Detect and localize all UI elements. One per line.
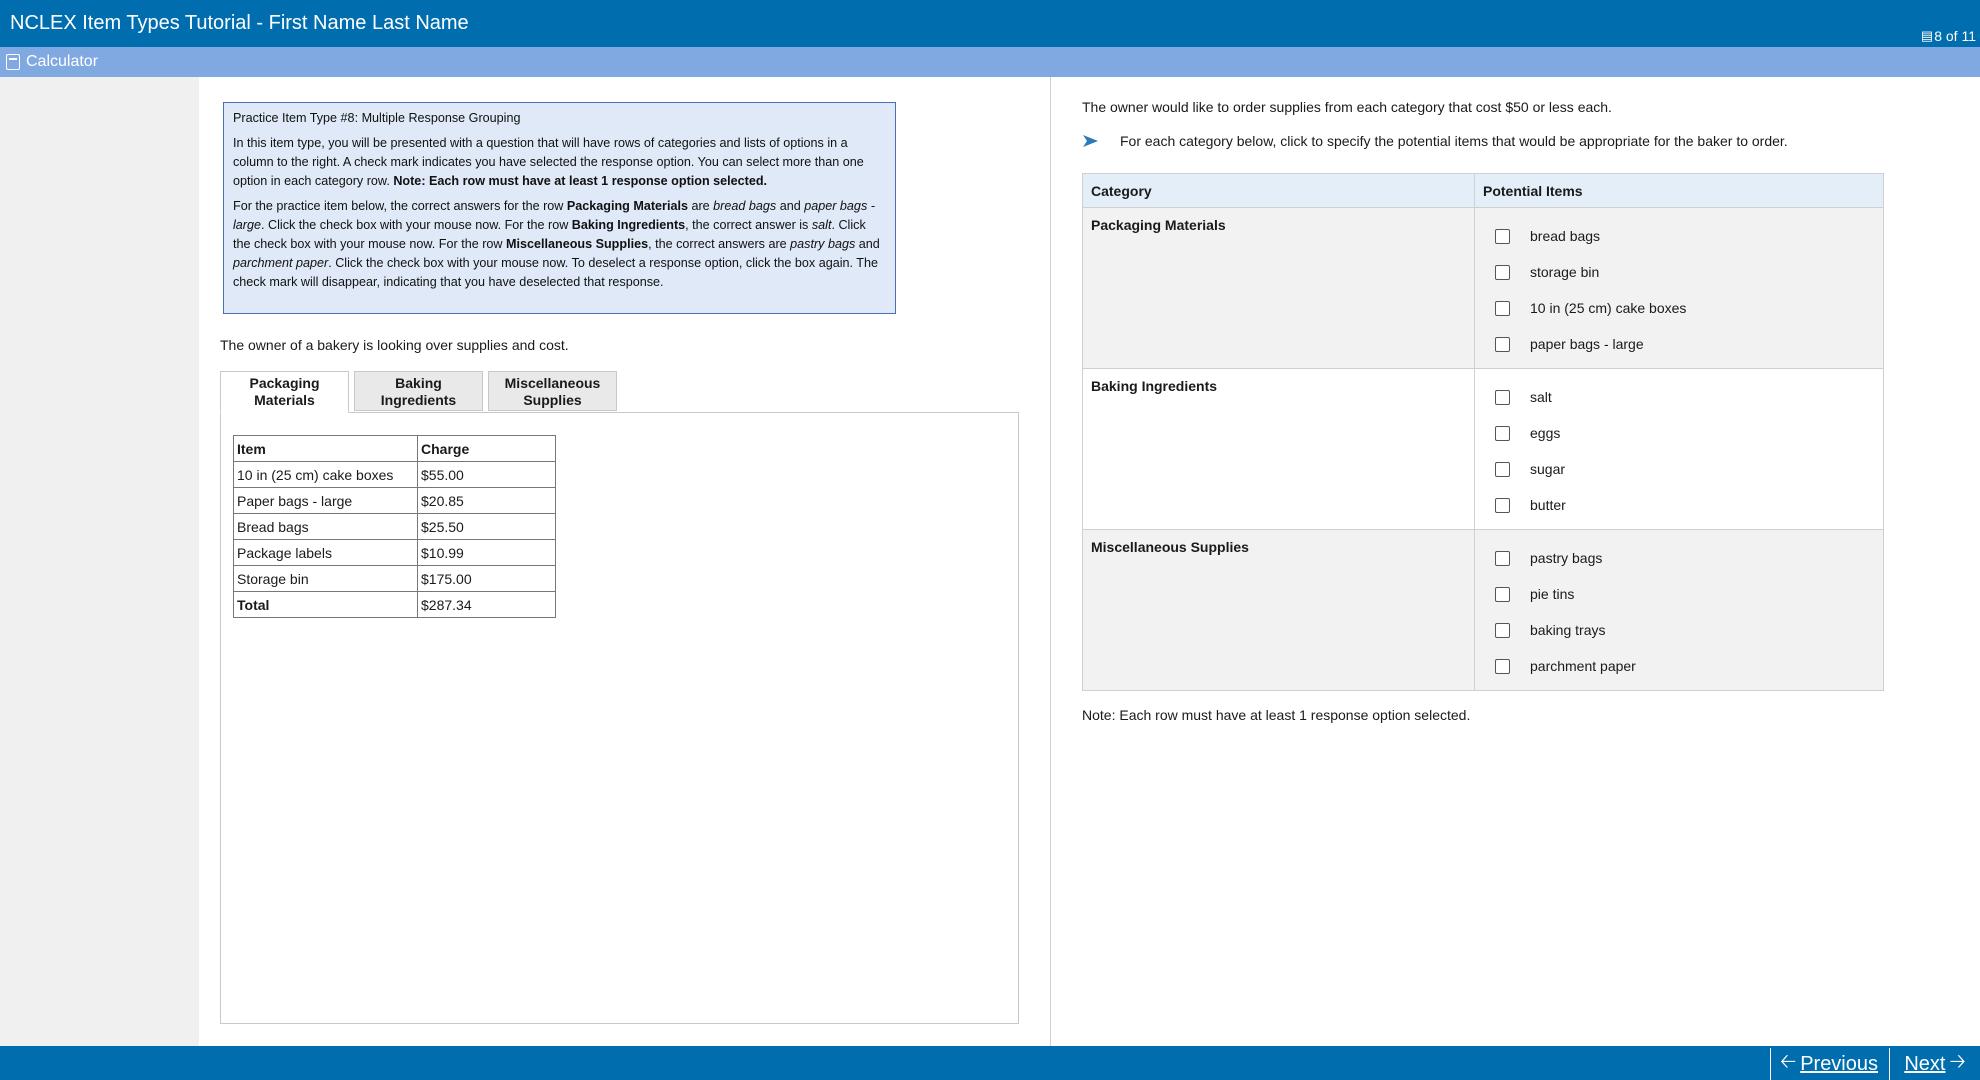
category-row [1083, 208, 1884, 369]
toolbar [0, 47, 1980, 77]
checkbox[interactable] [1495, 390, 1510, 405]
total-label: Total [234, 592, 418, 618]
column-header: Charge [418, 436, 556, 462]
response-option[interactable] [1495, 487, 1883, 523]
tab-baking[interactable] [354, 371, 483, 411]
option-label: baking trays [1530, 622, 1606, 638]
instructions-paragraph-1: In this item type, you will be presented with a question that will have rows of categories and lists of options in a column to the right. A check mark indicates you have selected the response option. You can select more than one option in each category row. Note: Each row must have at least 1 response option selected. [233, 136, 864, 188]
item-cell: Bread bags [234, 514, 418, 540]
table-row [234, 462, 556, 488]
charge-cell: $20.85 [418, 488, 556, 514]
category-label: Miscellaneous Supplies [1083, 530, 1475, 691]
tab-label: Ingredients [380, 392, 457, 408]
option-label: salt [1530, 389, 1552, 405]
potential-items-header: Potential Items [1475, 174, 1884, 208]
item-cell: 10 in (25 cm) cake boxes [234, 462, 418, 488]
response-option[interactable] [1495, 290, 1883, 326]
exhibit-tabs [220, 371, 617, 413]
calculator-button[interactable] [6, 52, 98, 72]
tab-label: Supplies [523, 392, 582, 408]
tab-packaging[interactable] [220, 371, 349, 413]
charge-cell: $10.99 [418, 540, 556, 566]
table-header-row [234, 436, 556, 462]
previous-button[interactable] [1770, 1048, 1887, 1080]
charge-cell: $175.00 [418, 566, 556, 592]
option-label: paper bags - large [1530, 336, 1644, 352]
left-gutter [0, 77, 199, 1046]
calculator-icon [6, 54, 20, 70]
next-button[interactable] [1889, 1048, 1980, 1080]
table-row [234, 514, 556, 540]
checkbox[interactable] [1495, 587, 1510, 602]
response-option[interactable] [1495, 612, 1883, 648]
response-option[interactable] [1495, 218, 1883, 254]
response-option[interactable] [1495, 379, 1883, 415]
checkbox[interactable] [1495, 659, 1510, 674]
calculator-label: Calculator [26, 53, 99, 70]
tab-miscellaneous[interactable] [488, 371, 617, 411]
checkbox[interactable] [1495, 301, 1510, 316]
option-label: pie tins [1530, 586, 1575, 602]
chevron-left-icon: 🡠 [1779, 1051, 1797, 1073]
response-option[interactable] [1495, 254, 1883, 290]
total-value: $287.34 [418, 592, 556, 618]
title-bar [0, 0, 1980, 47]
tab-label: Miscellaneous [504, 375, 601, 391]
category-row [1083, 530, 1884, 691]
response-option[interactable] [1495, 648, 1883, 684]
charge-cell: $25.50 [418, 514, 556, 540]
checkbox[interactable] [1495, 229, 1510, 244]
checkbox[interactable] [1495, 623, 1510, 638]
category-header: Category [1083, 174, 1475, 208]
checkbox[interactable] [1495, 498, 1510, 513]
case-stem: The owner of a bakery is looking over supplies and cost. [220, 337, 569, 353]
checkbox[interactable] [1495, 337, 1510, 352]
item-cell: Paper bags - large [234, 488, 418, 514]
previous-label: Previous [1800, 1052, 1878, 1075]
footer-bar [0, 1046, 1980, 1080]
options-cell [1475, 530, 1884, 691]
table-row [234, 540, 556, 566]
question-instruction [1082, 133, 1788, 149]
column-header: Item [234, 436, 418, 462]
options-cell [1475, 208, 1884, 369]
tab-label: Materials [254, 392, 315, 408]
checkbox[interactable] [1495, 462, 1510, 477]
charge-table [233, 435, 556, 618]
checkbox[interactable] [1495, 551, 1510, 566]
arrow-icon [1082, 134, 1099, 148]
response-option[interactable] [1495, 540, 1883, 576]
checkbox[interactable] [1495, 265, 1510, 280]
option-label: parchment paper [1530, 658, 1636, 674]
response-option[interactable] [1495, 415, 1883, 451]
option-label: storage bin [1530, 264, 1600, 280]
option-label: bread bags [1530, 228, 1601, 244]
chevron-right-icon: 🡢 [1949, 1051, 1966, 1073]
charge-cell: $55.00 [418, 462, 556, 488]
progress-indicator[interactable] [1921, 28, 1976, 44]
item-list-icon[interactable]: ▤ [1920, 28, 1934, 43]
tab-panel [220, 412, 1019, 1024]
item-cell: Storage bin [234, 566, 418, 592]
instruction-text: For each category below, click to specify the potential items that would be appropriate for the baker to order. [1120, 133, 1788, 149]
instructions-box [223, 102, 896, 314]
checkbox[interactable] [1495, 426, 1510, 441]
category-row [1083, 369, 1884, 530]
response-grid [1082, 173, 1884, 691]
next-label: Next [1904, 1052, 1946, 1075]
question-text: The owner would like to order supplies from each category that cost $50 or less each. [1082, 99, 1612, 115]
tab-label: Baking [395, 375, 442, 391]
selection-note: Note: Each row must have at least 1 response option selected. [1082, 707, 1471, 723]
tab-label: Packaging [249, 375, 320, 391]
option-label: pastry bags [1530, 550, 1603, 566]
response-option[interactable] [1495, 576, 1883, 612]
instructions-title: Practice Item Type #8: Multiple Response Grouping [233, 111, 521, 125]
table-row [234, 566, 556, 592]
exhibit-pane [199, 77, 1051, 1046]
question-pane [1052, 77, 1980, 1046]
option-label: butter [1530, 497, 1566, 513]
item-cell: Package labels [234, 540, 418, 566]
progress-text: 8 of 11 [1934, 28, 1976, 44]
instructions-paragraph-2: For the practice item below, the correct answers for the row Packaging Materials are bread bags and paper bags - large. Click the check box with your mouse now. For the row Baking Ingredients, the correct answer is salt. Click the check box with your mouse now. For the row Miscellaneous Supplies, the correct answers are pastry bags and parchment paper. Click the check box with your mouse now. To deselect a response option, click the box again. The check mark will disappear, indicating that you have deselected that response. [233, 199, 880, 289]
option-label: sugar [1530, 461, 1566, 477]
total-row [234, 592, 556, 618]
category-label: Packaging Materials [1083, 208, 1475, 369]
app-title: NCLEX Item Types Tutorial - First Name Last Name [10, 12, 469, 34]
option-label: eggs [1530, 425, 1561, 441]
table-row [234, 488, 556, 514]
option-label: 10 in (25 cm) cake boxes [1530, 300, 1687, 316]
response-option[interactable] [1495, 326, 1883, 362]
response-option[interactable] [1495, 451, 1883, 487]
options-cell [1475, 369, 1884, 530]
category-label: Baking Ingredients [1083, 369, 1475, 530]
